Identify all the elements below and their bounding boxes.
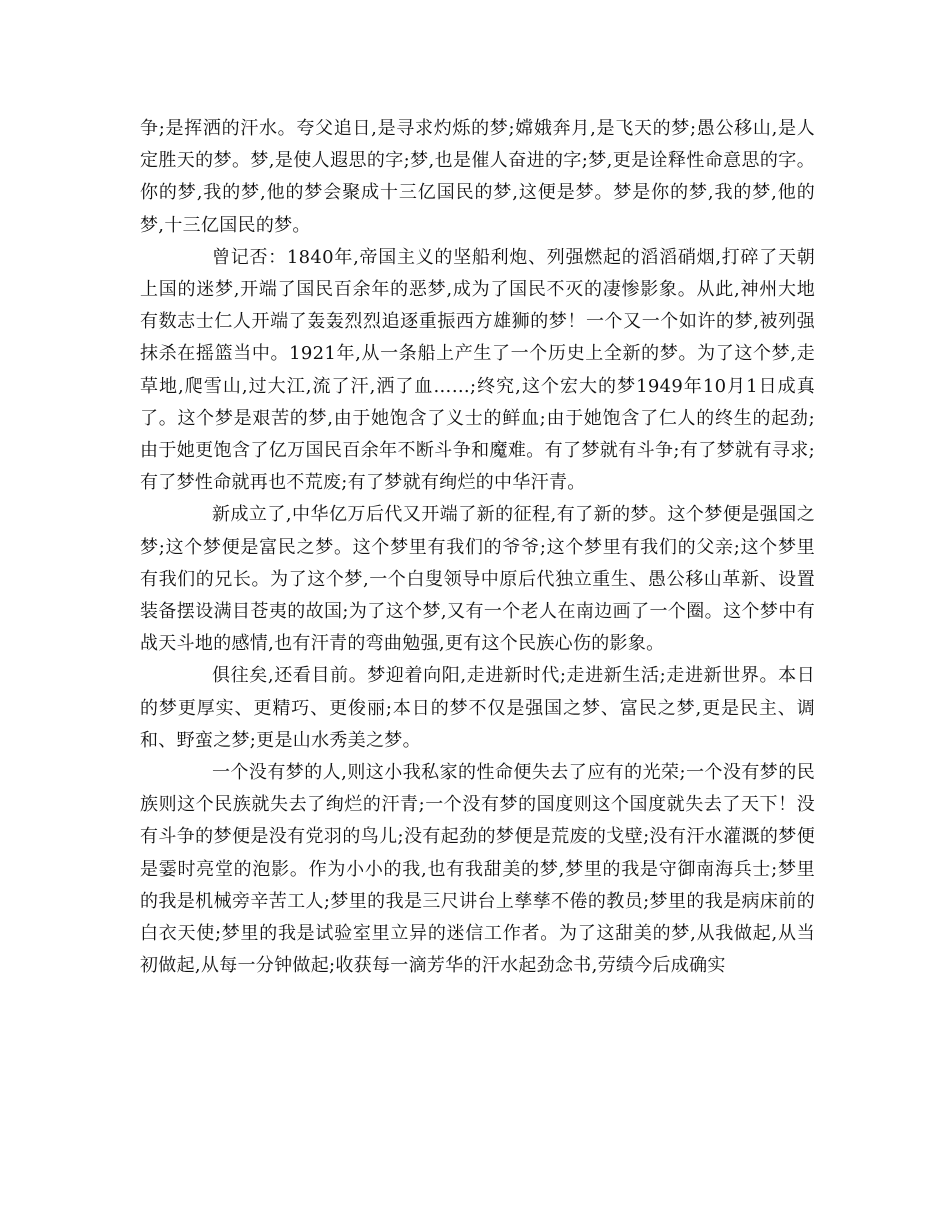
paragraph-3: 新成立了,中华亿万后代又开端了新的征程,有了新的梦。这个梦便是强国之梦;这个梦便是富民之梦。这个梦里有我们的爷爷;这个梦里有我们的父亲;这个梦里有我们的兄长。为了这个梦,一个白叟领导中原后代独立重生、愚公移山革新、设置装备摆设满目苍夷的故国;为了这个梦,又有一个老人在南边画了一个圈。这个梦中有战天斗地的感情,也有汗青的弯曲勉强,更有这个民族心伤的影象。 [140,504,815,655]
paragraph-1: 争;是挥洒的汗水。夸父追日,是寻求灼烁的梦;嫦娥奔月,是飞天的梦;愚公移山,是人定胜天的梦。梦,是使人遐思的字;梦,也是催人奋进的字;梦,更是诠释性命意思的字。你的梦,我的梦,他的梦会聚成十三亿国民的梦,这便是梦。梦是你的梦,我的梦,他的梦,十三亿国民的梦。 [140,118,815,236]
document-body [140,113,815,982]
paragraph-5: 一个没有梦的人,则这小我私家的性命便失去了应有的光荣;一个没有梦的民族则这个民族就失去了绚烂的汗青;一个没有梦的国度则这个国度就失去了天下！没有斗争的梦便是没有党羽的鸟儿;没有起劲的梦便是荒废的戈壁;没有汗水灌溉的梦便是霎时亮堂的泡影。作为小小的我,也有我甜美的梦,梦里的我是守御南海兵士;梦里的我是机械旁辛苦工人;梦里的我是三尺讲台上孳孳不倦的教员;梦里的我是病床前的白衣天使;梦里的我是试验室里立异的迷信工作者。为了这甜美的梦,从我做起,从当初做起,从每一分钟做起;收获每一滴芳华的汗水起劲念书,劳绩今后成确实 [140,762,815,977]
paragraph-2: 曾记否：1840年,帝国主义的坚船利炮、列强燃起的滔滔硝烟,打碎了天朝上国的迷梦,开端了国民百余年的恶梦,成为了国民不灭的凄惨影象。从此,神州大地有数志士仁人开端了轰轰烈烈追逐重振西方雄狮的梦！一个又一个如许的梦,被列强抹杀在摇篮当中。1921年,从一条船上产生了一个历史上全新的梦。为了这个梦,走草地,爬雪山,过大江,流了汗,洒了血……;终究,这个宏大的梦1949年10月1日成真了。这个梦是艰苦的梦,由于她饱含了义士的鲜血;由于她饱含了仁人的终生的起劲;由于她更饱含了亿万国民百余年不断斗争和魔难。有了梦就有斗争;有了梦就有寻求;有了梦性命就再也不荒废;有了梦就有绚烂的中华汗青。 [140,246,815,494]
paragraph-4: 俱往矣,还看目前。梦迎着向阳,走进新时代;走进新生活;走进新世界。本日的梦更厚实、更精巧、更俊丽;本日的梦不仅是强国之梦、富民之梦,更是民主、调和、野蛮之梦;更是山水秀美之梦。 [140,665,815,751]
